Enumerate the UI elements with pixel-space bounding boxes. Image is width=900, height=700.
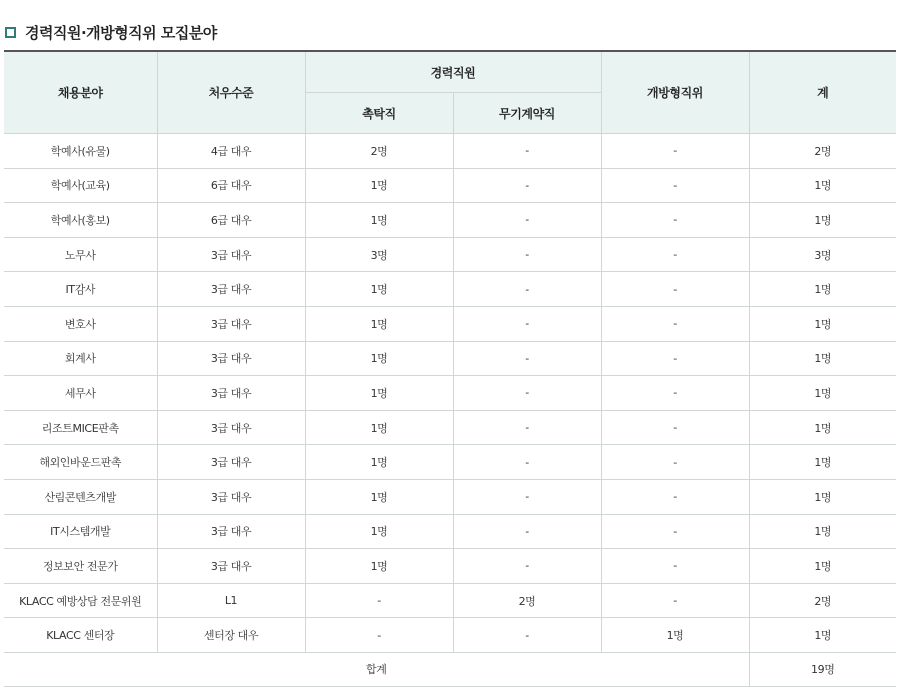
- header-row: [4, 51, 896, 93]
- cell-contract: -: [305, 583, 453, 618]
- cell-contract: 1명: [305, 272, 453, 307]
- table-row: [4, 168, 896, 203]
- cell-total: 1명: [749, 272, 896, 307]
- cell-total: 1명: [749, 168, 896, 203]
- cell-permanent: -: [453, 168, 601, 203]
- cell-grade: 3급 대우: [157, 376, 305, 411]
- header-total: 계: [749, 51, 896, 134]
- table-row: [4, 376, 896, 411]
- table-row: [4, 549, 896, 584]
- cell-open: -: [601, 168, 749, 203]
- cell-permanent: -: [453, 306, 601, 341]
- cell-grade: 4급 대우: [157, 134, 305, 169]
- cell-total: 2명: [749, 134, 896, 169]
- total-row: [4, 652, 896, 686]
- cell-field: 변호사: [4, 306, 157, 341]
- cell-total: 1명: [749, 479, 896, 514]
- cell-permanent: -: [453, 272, 601, 307]
- cell-grade: 3급 대우: [157, 514, 305, 549]
- cell-open: -: [601, 272, 749, 307]
- header-grade: 처우수준: [157, 51, 305, 134]
- cell-field: IT감사: [4, 272, 157, 307]
- cell-grade: 센터장 대우: [157, 618, 305, 653]
- cell-total: 1명: [749, 445, 896, 480]
- cell-total: 1명: [749, 410, 896, 445]
- table-body: [4, 134, 896, 653]
- header-permanent: 무기계약직: [453, 93, 601, 134]
- table-row: [4, 618, 896, 653]
- cell-grade: 6급 대우: [157, 203, 305, 238]
- cell-contract: 1명: [305, 410, 453, 445]
- cell-permanent: -: [453, 618, 601, 653]
- cell-contract: 1명: [305, 341, 453, 376]
- cell-field: 정보보안 전문가: [4, 549, 157, 584]
- table-row: [4, 583, 896, 618]
- cell-contract: 1명: [305, 306, 453, 341]
- table-row: [4, 341, 896, 376]
- table-row: [4, 272, 896, 307]
- section-title-row: [4, 20, 217, 44]
- cell-grade: 3급 대우: [157, 445, 305, 480]
- table-row: [4, 479, 896, 514]
- cell-grade: 3급 대우: [157, 410, 305, 445]
- cell-total: 1명: [749, 549, 896, 584]
- cell-open: -: [601, 203, 749, 238]
- cell-total: 3명: [749, 237, 896, 272]
- cell-total: 1명: [749, 514, 896, 549]
- cell-permanent: -: [453, 237, 601, 272]
- cell-field: 리조트MICE판촉: [4, 410, 157, 445]
- table-row: [4, 514, 896, 549]
- square-bullet-icon: [5, 27, 16, 38]
- cell-open: 1명: [601, 618, 749, 653]
- cell-permanent: -: [453, 203, 601, 238]
- cell-permanent: -: [453, 376, 601, 411]
- cell-field: 산림콘텐츠개발: [4, 479, 157, 514]
- cell-open: -: [601, 341, 749, 376]
- cell-contract: 2명: [305, 134, 453, 169]
- section-title: 경력직원·개방형직위 모집분야: [25, 23, 217, 42]
- cell-permanent: -: [453, 549, 601, 584]
- cell-permanent: -: [453, 479, 601, 514]
- cell-open: -: [601, 134, 749, 169]
- cell-total: 1명: [749, 306, 896, 341]
- cell-contract: 1명: [305, 376, 453, 411]
- cell-contract: 1명: [305, 445, 453, 480]
- cell-permanent: -: [453, 410, 601, 445]
- total-value: 19명: [749, 652, 896, 686]
- cell-contract: 1명: [305, 549, 453, 584]
- cell-open: -: [601, 306, 749, 341]
- cell-permanent: -: [453, 341, 601, 376]
- cell-grade: 3급 대우: [157, 549, 305, 584]
- cell-open: -: [601, 549, 749, 584]
- cell-field: IT시스템개발: [4, 514, 157, 549]
- cell-field: 학예사(홍보): [4, 203, 157, 238]
- recruitment-table: [4, 50, 896, 687]
- header-open-position: 개방형직위: [601, 51, 749, 134]
- cell-grade: 3급 대우: [157, 341, 305, 376]
- header-contract: 촉탁직: [305, 93, 453, 134]
- cell-permanent: -: [453, 514, 601, 549]
- cell-field: KLACC 센터장: [4, 618, 157, 653]
- cell-contract: 3명: [305, 237, 453, 272]
- table-row: [4, 237, 896, 272]
- cell-open: -: [601, 410, 749, 445]
- table-row: [4, 203, 896, 238]
- cell-grade: 3급 대우: [157, 272, 305, 307]
- cell-total: 1명: [749, 203, 896, 238]
- cell-open: -: [601, 479, 749, 514]
- cell-total: 1명: [749, 618, 896, 653]
- header-field: 채용분야: [4, 51, 157, 134]
- table-row: [4, 134, 896, 169]
- total-label: 합계: [4, 652, 749, 686]
- cell-contract: -: [305, 618, 453, 653]
- cell-permanent: -: [453, 134, 601, 169]
- cell-open: -: [601, 583, 749, 618]
- cell-grade: 3급 대우: [157, 237, 305, 272]
- cell-contract: 1명: [305, 479, 453, 514]
- cell-field: 노무사: [4, 237, 157, 272]
- cell-grade: 3급 대우: [157, 479, 305, 514]
- cell-contract: 1명: [305, 203, 453, 238]
- cell-permanent: 2명: [453, 583, 601, 618]
- cell-open: -: [601, 445, 749, 480]
- cell-field: 학예사(유물): [4, 134, 157, 169]
- cell-open: -: [601, 237, 749, 272]
- cell-total: 1명: [749, 376, 896, 411]
- cell-field: KLACC 예방상담 전문위원: [4, 583, 157, 618]
- cell-field: 회계사: [4, 341, 157, 376]
- cell-permanent: -: [453, 445, 601, 480]
- cell-field: 세무사: [4, 376, 157, 411]
- table-row: [4, 410, 896, 445]
- cell-total: 1명: [749, 341, 896, 376]
- header-career-group: 경력직원: [305, 51, 601, 93]
- cell-total: 2명: [749, 583, 896, 618]
- cell-contract: 1명: [305, 168, 453, 203]
- cell-field: 학예사(교육): [4, 168, 157, 203]
- cell-field: 해외인바운드판촉: [4, 445, 157, 480]
- cell-open: -: [601, 376, 749, 411]
- cell-grade: 6급 대우: [157, 168, 305, 203]
- cell-grade: 3급 대우: [157, 306, 305, 341]
- cell-open: -: [601, 514, 749, 549]
- table-row: [4, 445, 896, 480]
- cell-grade: L1: [157, 583, 305, 618]
- cell-contract: 1명: [305, 514, 453, 549]
- table-row: [4, 306, 896, 341]
